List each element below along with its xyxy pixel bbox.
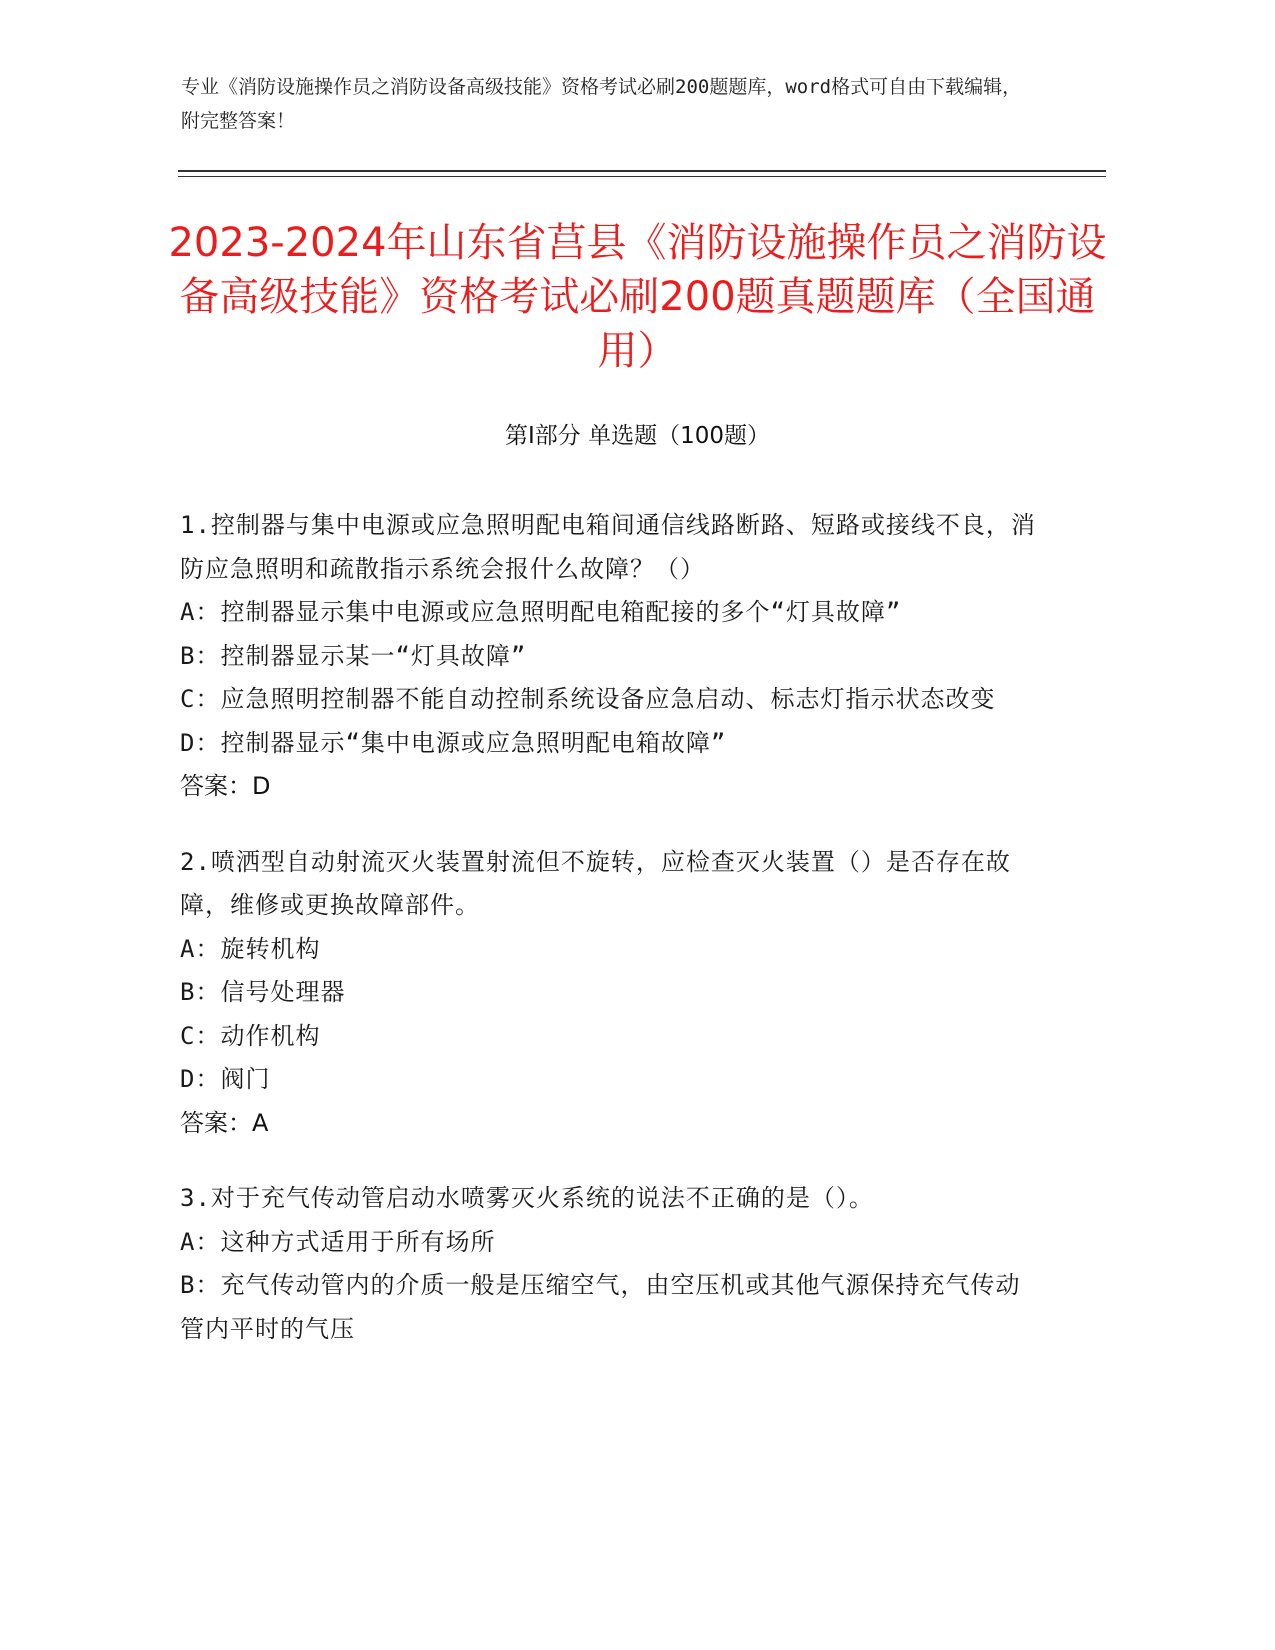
question-stem: 3.对于充气传动管启动水喷雾灭火系统的说法不正确的是（）。	[180, 1184, 874, 1212]
option-c: C：应急照明控制器不能自动控制系统设备应急启动、标志灯指示状态改变	[180, 685, 996, 713]
option-a: A：这种方式适用于所有场所	[180, 1227, 496, 1256]
option-c: C：动作机构	[180, 1021, 321, 1050]
question-3	[180, 1177, 1040, 1351]
header-divider-thin	[178, 176, 1106, 177]
question-1	[180, 504, 1040, 809]
option-d: D：阀门	[180, 1065, 271, 1093]
option-a: A：控制器显示集中电源或应急照明配电箱配接的多个“灯具故障”	[180, 598, 902, 626]
header-note: 专业《消防设施操作员之消防设备高级技能》资格考试必刷200题题库，word格式可自由下载编辑，附完整答案！	[181, 76, 1022, 132]
answer: 答案：D	[180, 772, 271, 800]
question-stem: 2.喷洒型自动射流灭火装置射流但不旋转，应检查灭火装置（）是否存在故障，维修或更换故障部件。	[180, 847, 1011, 919]
header-divider	[178, 170, 1106, 172]
option-a: A：旋转机构	[180, 934, 321, 963]
document-title: 2023-2024年山东省莒县《消防设施操作员之消防设备高级技能》资格考试必刷200题真题题库（全国通用）	[168, 220, 1107, 374]
option-b: B：充气传动管内的介质一般是压缩空气，由空压机或其他气源保持充气传动管内平时的气压	[180, 1271, 1021, 1343]
section-title: 第I部分 单选题（100题）	[505, 423, 770, 449]
question-2	[180, 841, 1040, 1146]
option-b: B：控制器显示某一“灯具故障”	[180, 641, 527, 670]
question-stem: 1.控制器与集中电源或应急照明配电箱间通信线路断路、短路或接线不良，消防应急照明和疏散指示系统会报什么故障？（）	[180, 511, 1036, 583]
option-b: B：信号处理器	[180, 978, 346, 1006]
question-list	[180, 504, 1040, 1383]
option-d: D：控制器显示“集中电源或应急照明配电箱故障”	[180, 728, 727, 757]
answer: 答案：A	[180, 1108, 269, 1137]
